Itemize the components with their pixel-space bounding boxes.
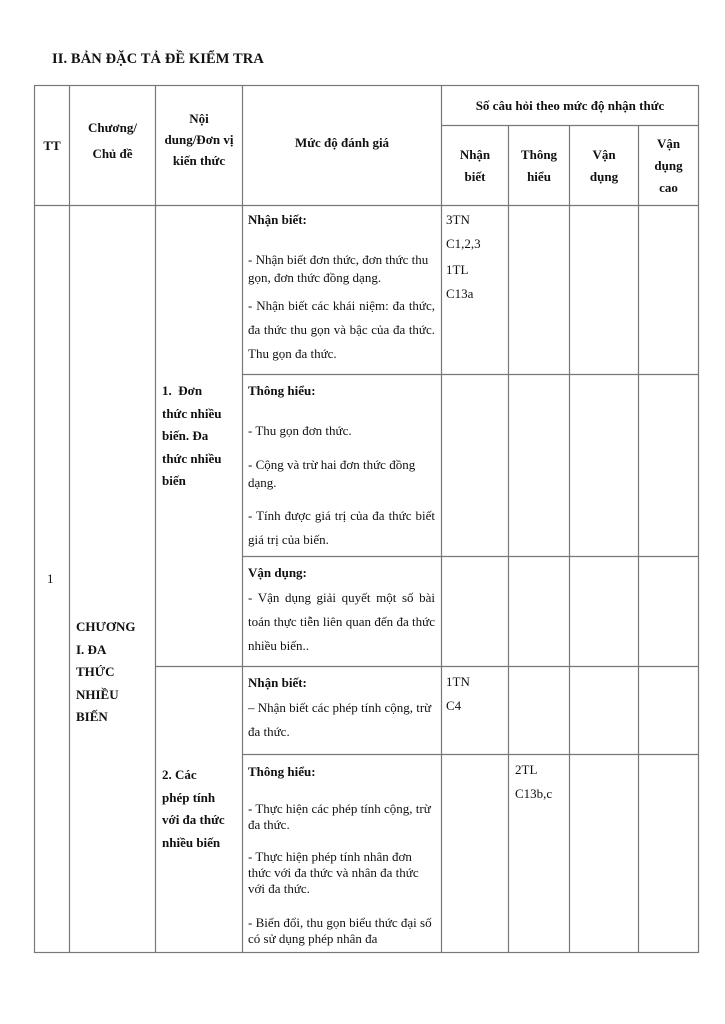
- chapter-name: [76, 616, 152, 729]
- chapter-line: I. ĐA: [76, 641, 107, 657]
- header-noi-dung-line3: kiến thức: [172, 153, 226, 168]
- header-nhan-biet: [442, 126, 508, 205]
- chapter-line: NHIỀU: [76, 686, 119, 702]
- header-thong-hieu-line2: hiểu: [527, 168, 551, 184]
- unit-2-nhan-biet-desc: [248, 674, 435, 744]
- unit-2-name: [162, 764, 240, 854]
- level-item: - Thực hiện phép tính nhân đơn thức với đa thức và nhân đa thức với đa thức.: [248, 849, 419, 896]
- unit-name-line: 2. Các: [162, 767, 197, 782]
- level-label: Nhận biết:: [248, 212, 307, 227]
- level-item: - Thực hiện các phép tính cộng, trừ đa thức.: [248, 801, 431, 832]
- unit-name-line: thức nhiều: [162, 450, 222, 466]
- header-van-dung: [570, 126, 638, 205]
- unit-1-van-dung-desc: [248, 564, 435, 658]
- unit-name-line: thức nhiều: [162, 405, 222, 421]
- level-item: - Vận dụng giải quyết một số bài toán thực tiễn liên quan đến đa thức nhiều biến..: [248, 590, 435, 653]
- header-thong-hieu: [509, 126, 569, 205]
- level-item: – Nhận biết các phép tính cộng, trừ đa thức.: [248, 700, 432, 739]
- header-so-cau-hoi-label: Số câu hỏi theo mức độ nhận thức: [475, 97, 665, 113]
- count-line: C13a: [446, 286, 474, 301]
- count-line: 1TL: [446, 262, 469, 277]
- header-noi-dung-line2: dung/Đơn vị: [164, 132, 234, 147]
- header-van-dung-line1: Vận: [592, 146, 616, 162]
- count-line: C1,2,3: [446, 236, 481, 251]
- level-item: - Thu gọn đơn thức.: [248, 423, 352, 438]
- header-chuong-line2: Chủ đề: [92, 145, 133, 161]
- unit-name-line: biến: [162, 473, 186, 488]
- header-tt-label: TT: [43, 137, 61, 153]
- header-tt: [35, 86, 69, 205]
- count-line: 1TN: [446, 674, 470, 689]
- unit-1-nhan-biet-desc: [248, 211, 435, 366]
- level-item: - Tính được giá trị của đa thức biết giá trị của biến.: [248, 508, 435, 547]
- unit-1-name: [162, 380, 240, 493]
- unit-1-nhan-biet-count: [446, 208, 506, 306]
- header-chuong-line1: Chương/: [88, 119, 137, 135]
- level-label: Thông hiểu:: [248, 383, 316, 398]
- header-van-dung-cao-line3: cao: [659, 179, 678, 195]
- header-noi-dung-line1: Nội: [189, 111, 209, 126]
- header-noi-dung: [156, 86, 242, 205]
- count-line: C4: [446, 698, 462, 713]
- count-line: C13b,c: [515, 786, 553, 801]
- header-chuong: [70, 86, 155, 205]
- header-van-dung-cao: [639, 126, 698, 205]
- header-van-dung-cao-line1: Vận: [656, 135, 681, 151]
- unit-2-nhan-biet-count: [446, 670, 506, 718]
- header-nhan-biet-line2: biết: [464, 168, 486, 184]
- row-tt: 1: [47, 571, 54, 586]
- header-van-dung-cao-line2: dụng: [654, 157, 683, 173]
- unit-name-line: 1. Đơn: [162, 383, 203, 398]
- chapter-line: BIẾN: [76, 709, 108, 724]
- unit-2-thong-hieu-desc: [248, 763, 436, 947]
- header-nhan-biet-line1: Nhận: [459, 146, 491, 162]
- count-line: 3TN: [446, 212, 470, 227]
- unit-name-line: biến. Đa: [162, 428, 209, 443]
- level-item: - Nhận biết các khái niệm: đa thức, đa thức thu gọn và bậc của đa thức. Thu gọn đa thức.: [248, 298, 435, 361]
- header-muc-do: [243, 86, 441, 205]
- unit-2-thong-hieu-count: [515, 758, 569, 806]
- section-title: II. BẢN ĐẶC TẢ ĐỀ KIỂM TRA: [52, 51, 264, 67]
- unit-name-line: với đa thức: [162, 812, 225, 827]
- level-label: Nhận biết:: [248, 675, 307, 690]
- level-label: Vận dụng:: [248, 565, 307, 580]
- header-thong-hieu-line1: Thông: [520, 146, 558, 162]
- header-so-cau-hoi: [442, 86, 698, 125]
- unit-name-line: nhiều biến: [162, 834, 221, 850]
- count-line: 2TL: [515, 762, 538, 777]
- header-van-dung-line2: dụng: [589, 168, 619, 184]
- chapter-line: THỨC: [76, 664, 115, 679]
- level-item: - Biến đổi, thu gọn biểu thức đại số có sử dụng phép nhân đa: [248, 915, 432, 946]
- unit-name-line: phép tính: [162, 789, 216, 805]
- unit-1-thong-hieu-desc: [248, 382, 435, 552]
- header-muc-do-label: Mức độ đánh giá: [294, 134, 390, 150]
- level-item: - Cộng và trừ hai đơn thức đồng dạng.: [248, 457, 416, 490]
- chapter-line: CHƯƠNG: [76, 619, 136, 634]
- level-item: - Nhận biết đơn thức, đơn thức thu gọn, đơn thức đồng dạng.: [248, 252, 429, 285]
- level-label: Thông hiểu:: [248, 764, 316, 779]
